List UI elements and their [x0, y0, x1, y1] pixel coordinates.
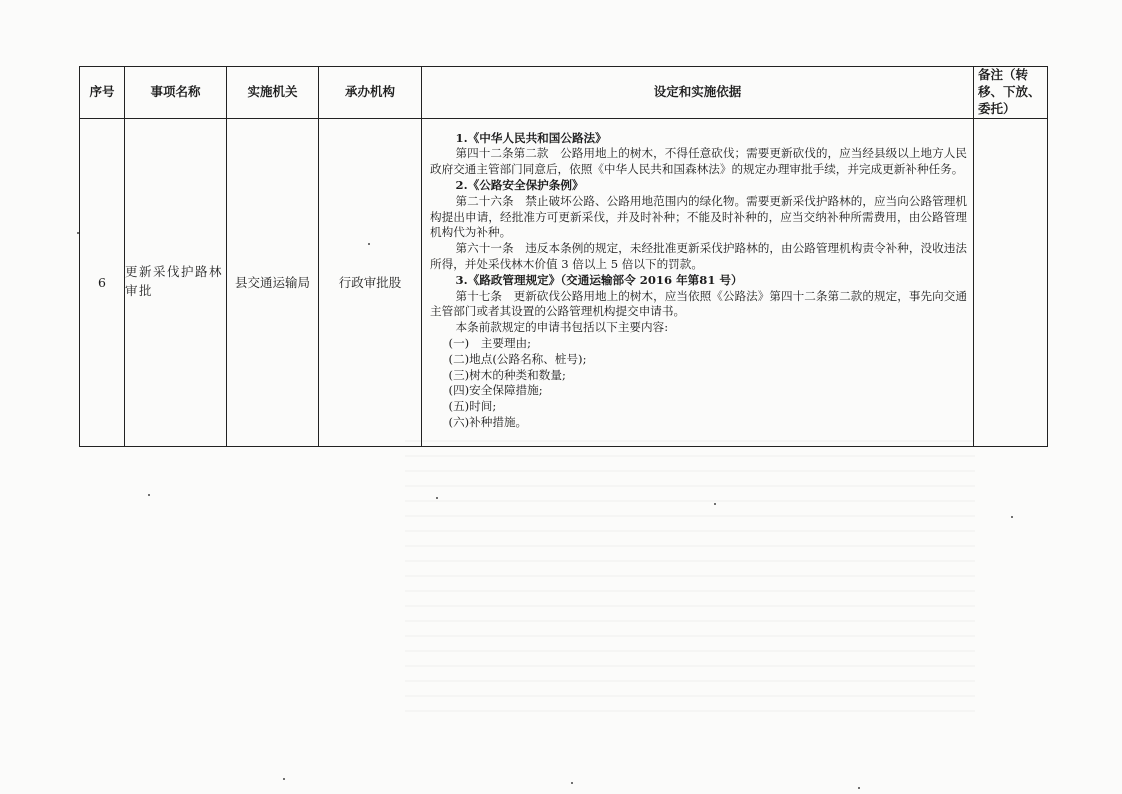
cell-department: 行政审批股	[319, 118, 422, 446]
header-department: 承办机构	[319, 67, 422, 119]
law1-title: 1.《中华人民共和国公路法》	[455, 130, 607, 145]
law2-title: 2.《公路安全保护条例》	[455, 177, 584, 192]
law3-title: 3.《路政管理规定》（交通运输部令 2016 年第81 号）	[455, 272, 743, 287]
list-item: (二)地点(公路名称、桩号);	[448, 351, 587, 366]
scan-speck	[148, 494, 150, 496]
bleed-through-text	[405, 440, 975, 720]
list-item: (四)安全保障措施;	[448, 383, 543, 398]
cell-agency: 县交通运输局	[227, 118, 319, 446]
header-seq: 序号	[80, 67, 125, 119]
scan-speck	[858, 787, 860, 789]
cell-basis	[422, 118, 974, 446]
table-header-row	[80, 67, 1048, 119]
law1-text: 第四十二条第二款 公路用地上的树木，不得任意砍伐；需要更新砍伐的，应当经县级以上地方人民政府交通主管部门同意后，依照《中华人民共和国森林法》的规定办理审批手续，并完成更新补种任务。	[430, 146, 967, 177]
law2-text1: 第二十六条 禁止破坏公路、公路用地范围内的绿化物。需要更新采伐护路林的，应当向公路管理机构提出申请，经批准方可更新采伐，并及时补种；不能及时补种的，应当交纳补种所需费用，由公路管理机构代为补种。	[430, 193, 967, 240]
header-remarks: 备注（转移、下放、委托）	[974, 67, 1048, 119]
scan-speck	[368, 243, 370, 245]
header-item-name: 事项名称	[125, 67, 227, 119]
header-basis: 设定和实施依据	[422, 67, 974, 119]
scan-speck	[436, 497, 438, 499]
list-item: (六)补种措施。	[448, 414, 528, 429]
law3-text1: 第十七条 更新砍伐公路用地上的树木，应当依照《公路法》第四十二条第二款的规定，事先向交通主管部门或者其设置的公路管理机构提交申请书。	[430, 288, 967, 319]
table-row	[80, 118, 1048, 446]
scan-speck	[1011, 516, 1013, 518]
approval-items-table	[79, 66, 1048, 447]
header-agency: 实施机关	[227, 67, 319, 119]
law3-text2: 本条前款规定的申请书包括以下主要内容:	[455, 320, 669, 335]
cell-seq: 6	[80, 118, 125, 446]
cell-item-name: 更新采伐护路林审批	[125, 118, 227, 446]
law2-text2: 第六十一条 违反本条例的规定，未经批准更新采伐护路林的，由公路管理机构责令补种，没收违法所得，并处采伐林木价值 3 倍以上 5 倍以下的罚款。	[430, 241, 967, 271]
scan-speck	[283, 778, 285, 780]
scan-speck	[77, 232, 79, 234]
cell-remarks	[974, 118, 1048, 446]
list-item: (三)树木的种类和数量;	[448, 367, 566, 382]
list-item: (一) 主要理由;	[448, 335, 532, 350]
scan-speck	[714, 503, 716, 505]
list-item: (五)时间;	[448, 399, 497, 414]
scan-speck	[571, 782, 573, 784]
